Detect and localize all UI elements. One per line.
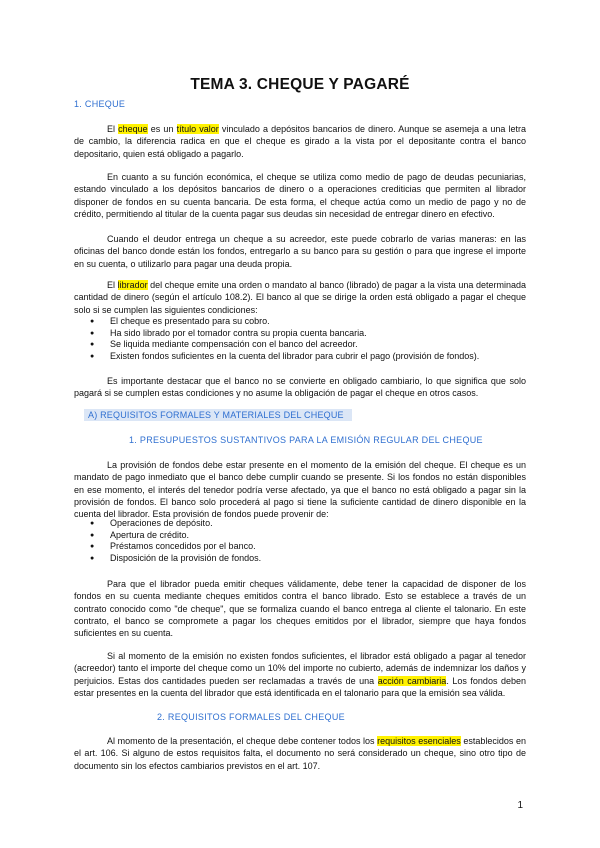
list-item: ● Operaciones de depósito. [90, 518, 526, 530]
list-item: ● Se liquida mediante compensación con el banco del acreedor. [90, 339, 526, 351]
paragraph-contrato-cheque: Para que el librador pueda emitir cheques válidamente, debe tener la capacidad de disponer de los fondos en su cuenta mediante cheques emitidos contra el banco librado. Esto se establece a través de un contrato conocido como "de cheque", que se formaliza cuando el banco entrega al cliente el talonario. En este contrato, el banco se compromete a pagar los cheques emitidos por el librador, siempre que haya fondos suficientes en su cuenta. [74, 579, 526, 639]
list-item: ● Préstamos concedidos por el banco. [90, 541, 526, 553]
section-heading-requisitos: A) REQUISITOS FORMALES Y MATERIALES DEL CHEQUE [84, 409, 352, 421]
paragraph-definition: El cheque es un título valor vinculado a depósitos bancarios de dinero. Aunque se asemeja a una letra de cambio, la diferencia radica en que el cheque es girado a la vista por el depositante contra el banco depositario, quien está obligado a pagarlo. [74, 124, 526, 159]
highlight-requisitos-esenciales: requisitos esenciales [377, 736, 461, 746]
list-item: ● Apertura de crédito. [90, 530, 526, 542]
subheading-presupuestos: 1. PRESUPUESTOS SUSTANTIVOS PARA LA EMISIÓN REGULAR DEL CHEQUE [129, 435, 483, 445]
list-item: ● Ha sido librado por el tomador contra su propia cuenta bancaria. [90, 328, 526, 340]
paragraph-librador: El librador del cheque emite una orden o mandato al banco (librado) de pagar a la vista una determinada cantidad de dinero (según el artículo 108.2). El banco al que se dirige la orden está obligado a pagar el cheque solo si se cumplen las siguientes condiciones: [74, 280, 526, 315]
conditions-list [90, 316, 526, 363]
list-item: ● El cheque es presentado para su cobro. [90, 316, 526, 328]
section-heading-cheque: 1. CHEQUE [74, 99, 126, 109]
page-number: 1 [517, 800, 523, 811]
highlight-accion-cambiaria: acción cambiaria [377, 675, 447, 686]
paragraph-provision-fondos: La provisión de fondos debe estar presente en el momento de la emisión del cheque. El cheque es un mandato de pago inmediato que el banco debe cumplir cuando se presente. Si los fondos no están disponibles en ese momento, el interés del tenedor podría verse afectado, ya que el banco no está obligado a pagar sin la provisión de fondos. El banco solo procederá al pago si tiene la suficiente cantidad de dinero disponible en la cuenta del librador. Esta provisión de fondos puede provenir de: [74, 460, 526, 520]
list-item: ● Disposición de la provisión de fondos. [90, 553, 526, 565]
paragraph-economic-function: En cuanto a su función económica, el cheque se utiliza como medio de pago de deudas pecuniarias, estando vinculado a los depósitos bancarios de dinero o a operaciones crediticias que permiten al librador disponer de fondos en su cuenta bancaria. De esta forma, el cheque actúa como un medio de pago y no de crédito, permitiendo al titular de la cuenta pagar sus deudas sin necesidad de entregar dinero en efectivo. [74, 172, 526, 219]
list-item: ● Existen fondos suficientes en la cuenta del librador para cubrir el pago (provisión de fondos). [90, 351, 526, 363]
highlight-librador: librador [117, 280, 148, 290]
paragraph-fondos-insuficientes: Si al momento de la emisión no existen fondos suficientes, el librador está obligado a pagar al tenedor (acreedor) tanto el importe del cheque como un 10% del importe no cubierto, además de indemnizar los daños y perjuicios. Estas dos cantidades pueden ser reclamadas a través de una acción cambiaria. Los fondos deben estar presentes en la cuenta del librador que está identificada en el talonario para que la emisión sea válida. [74, 651, 527, 698]
paragraph-requisitos-esenciales: Al momento de la presentación, el cheque debe contener todos los requisitos esenciales establecidos en el art. 106. Si alguno de estos requisitos falta, el documento no será considerado un cheque, sino otro tipo de documento sin los efectos cambiarios previstos en el art. 107. [74, 736, 526, 771]
highlight-cheque: cheque [118, 124, 148, 134]
subheading-requisitos-formales: 2. REQUISITOS FORMALES DEL CHEQUE [157, 712, 345, 722]
paragraph-collection: Cuando el deudor entrega un cheque a su acreedor, este puede cobrarlo de varias maneras: en las oficinas del banco donde están los fondos, entregarlo a su banco para su gestión o para que ingrese el importe en su cuenta, o utilizarlo para pagar una deuda propia. [74, 234, 526, 269]
fund-sources-list [90, 518, 526, 565]
paragraph-bank-obligation: Es importante destacar que el banco no se convierte en obligado cambiario, lo que significa que solo pagará si se cumplen estas condiciones y no asume la obligación de pagar el cheque en otros casos. [74, 376, 526, 399]
page-title: TEMA 3. CHEQUE Y PAGARÉ [190, 76, 410, 93]
highlight-titulo-valor: título valor [176, 124, 219, 134]
